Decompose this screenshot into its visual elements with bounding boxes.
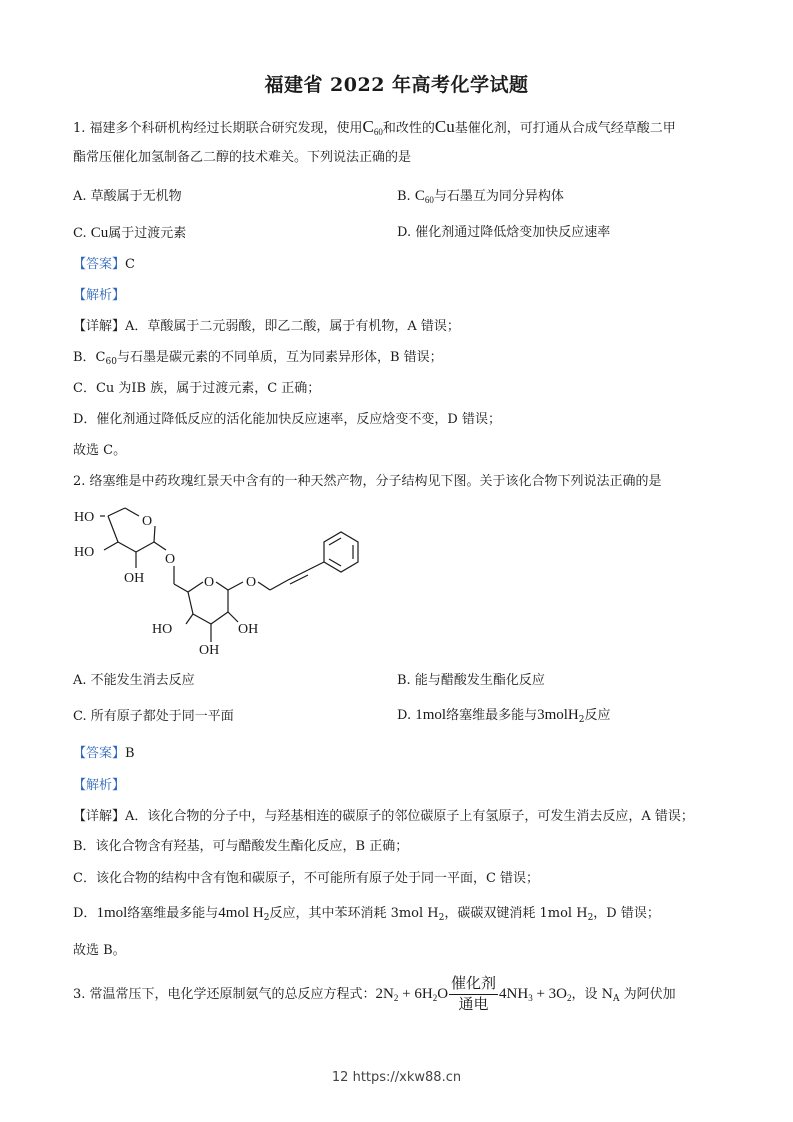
q1-stem-b: 和改性的: [382, 121, 435, 136]
q3-eq-h2o-sub: 2: [432, 993, 438, 1003]
label-ether-o: O: [246, 575, 257, 590]
q1-answer-value: C: [125, 257, 135, 272]
q3-catalyst: 催化剂: [449, 975, 498, 995]
q2-detail-4-mol2: 4mol H: [218, 905, 264, 921]
q1-option-b-sub: 60: [424, 195, 434, 205]
q1-option-c: [73, 224, 186, 243]
q2-detail-4-mid: 络塞维最多能与: [127, 906, 219, 921]
q3-equation-left: [376, 986, 448, 1002]
q2-detail-4-a: 反应，其中苯环消耗 3mol H: [269, 906, 439, 921]
label-oh-2: OH: [238, 622, 259, 637]
q2-detail-3: C．该化合物的结构中含有饱和碳原子，不可能所有原子处于同一平面，C 错误；: [73, 871, 540, 886]
page-footer: 12 https://xkw88.cn: [331, 1070, 462, 1085]
q2-detail-4-c: ，D 错误；: [593, 906, 660, 921]
q1-detail-4: D．催化剂通过降低反应的活化能加快反应速率，反应焓变不变，D 错误；: [73, 412, 501, 427]
label-ring2-o: O: [204, 575, 215, 590]
q3-equation-right: [499, 986, 571, 1002]
q1-option-a: A. 草酸属于无机物: [73, 189, 182, 204]
q2-option-d-mol1: 1mol: [415, 707, 447, 723]
q1-stem-line1: [73, 118, 676, 141]
q1-cu: Cu: [434, 117, 455, 136]
q2-option-d-prefix: D.: [397, 708, 416, 723]
q3-reaction-conditions: [449, 975, 498, 1014]
page-title: 福建省 2022 年高考化学试题: [264, 74, 529, 96]
q2-option-d-post: 反应: [584, 708, 611, 723]
q1-option-b-c60: [415, 188, 434, 204]
q3-electrify: 通电: [458, 997, 489, 1013]
label-oh-3: OH: [199, 643, 220, 658]
q3-eq-plus-h2o: + 6H: [398, 986, 433, 1002]
q1-detail-2-post: 与石墨是碳元素的不同单质，互为同素异形体，B 错误；: [116, 350, 443, 365]
q1-analysis-label: 【解析】: [73, 288, 126, 303]
q3-eq-plus-o2: + 3O: [532, 986, 568, 1002]
q1-option-b-prefix: B.: [397, 189, 415, 204]
q2-detail-4-pre: D．: [73, 906, 97, 921]
q1-c60-sub: 60: [373, 127, 383, 137]
q2-answer-label: 【答案】: [73, 746, 126, 761]
q2-option-d-mid: 络塞维最多能与: [446, 708, 538, 723]
q2-answer: [73, 745, 135, 763]
q2-detail-4-mol1: 1mol: [96, 905, 128, 921]
q1-detail-2-pre: B．C: [73, 350, 106, 365]
q1-answer: [73, 256, 135, 274]
q1-stem-a: 1. 福建多个科研机构经过长期联合研究发现，使用: [73, 121, 363, 136]
q3-stem: [73, 975, 676, 1014]
q1-conclusion: 故选 C。: [73, 443, 127, 458]
q2-option-c: C. 所有原子都处于同一平面: [73, 709, 234, 724]
q3-stem-end: 为阿伏加: [619, 987, 676, 1002]
q2-option-b: B. 能与醋酸发生酯化反应: [397, 673, 545, 688]
q3-eq-n2-sub: 2: [393, 993, 399, 1003]
q1-c60: [363, 117, 383, 136]
q2-detail-4: [73, 904, 660, 927]
q1-detail-2: [73, 349, 443, 371]
q1-option-c-text: 属于过渡元素: [108, 226, 187, 241]
q3-na-sub: A: [613, 994, 620, 1004]
q2-detail-4-b: ，碳碳双键消耗 1mol H: [444, 906, 588, 921]
q2-option-d: [397, 706, 611, 729]
q1-option-b-c: C: [414, 188, 425, 204]
q1-option-d: D. 催化剂通过降低焓变加快反应速率: [397, 225, 611, 240]
label-ho-1: HO: [74, 510, 95, 525]
q3-eq-nh3: 4NH: [499, 986, 529, 1002]
q2-option-a: A. 不能发生消去反应: [73, 673, 195, 688]
q1-stem-c: 基催化剂，可打通从合成气经草酸二甲: [454, 121, 676, 136]
q3-stem-post: ，设 N: [571, 987, 614, 1002]
q1-detail-1: 【详解】A．草酸属于二元弱酸，即乙二酸，属于有机物，A 错误；: [73, 319, 460, 334]
q2-option-d-mol2: 3molH: [537, 707, 579, 723]
q3-eq-n2: 2N: [375, 986, 394, 1002]
label-oh-1: OH: [124, 571, 145, 586]
q1-stem-line2: 酯常压催化加氢制备乙二醇的技术难关。下列说法正确的是: [73, 150, 412, 165]
q3-eq-nh3-sub: 3: [528, 993, 533, 1003]
label-ring1-o: O: [142, 514, 153, 529]
q2-detail-4-sub2: 2: [438, 913, 445, 923]
q1-c60-c: C: [362, 117, 374, 136]
q2-analysis-label: 【解析】: [73, 778, 126, 793]
q2-detail-4-sub3: 2: [587, 913, 594, 923]
q2-conclusion: 故选 B。: [73, 943, 126, 958]
q1-option-c-prefix: C.: [73, 226, 91, 241]
q3-eq-o2-sub: 2: [567, 993, 572, 1003]
label-glycosidic-o: O: [165, 552, 176, 567]
q2-detail-4-sub: 2: [263, 913, 270, 923]
q2-detail-2: B．该化合物含有羟基，可与醋酸发生酯化反应，B 正确；: [73, 839, 409, 854]
q3-stem-pre: 3. 常温常压下，电化学还原制氨气的总反应方程式：: [73, 987, 376, 1002]
q1-answer-label: 【答案】: [73, 257, 126, 272]
q1-option-c-cu: Cu: [90, 225, 109, 241]
q1-option-b-text: 与石墨互为同分异构体: [433, 189, 564, 204]
q1-option-b: [397, 187, 564, 209]
label-ho-2: HO: [74, 545, 95, 560]
q2-stem: 2. 络塞维是中药玫瑰红景天中含有的一种天然产物，分子结构见下图。关于该化合物下列说法正确的是: [73, 474, 662, 489]
label-ho-3: HO: [152, 622, 173, 637]
q3-eq-o: O: [437, 986, 449, 1002]
q2-detail-1: 【详解】A．该化合物的分子中，与羟基相连的碳原子的邻位碳原子上有氢原子，可发生消去反应，A 错误；: [73, 809, 694, 824]
molecular-structure-diagram: [68, 502, 378, 662]
q1-detail-3: C．Cu 为IB 族，属于过渡元素，C 正确；: [73, 381, 321, 396]
q2-answer-value: B: [125, 746, 135, 761]
q1-detail-2-sub: 60: [105, 357, 117, 367]
q2-option-d-sub: 2: [578, 715, 585, 725]
